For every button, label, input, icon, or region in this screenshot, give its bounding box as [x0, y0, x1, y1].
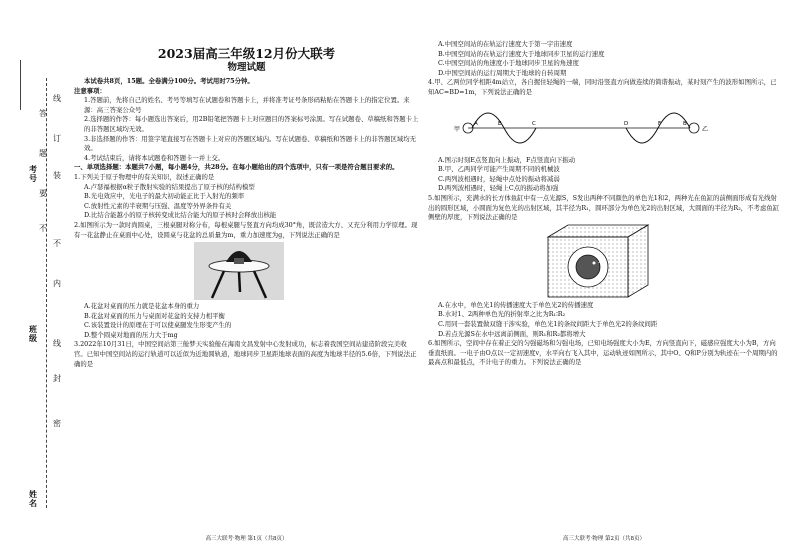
label-exam-number: 考号: [29, 164, 37, 183]
q3-option-a: A.中国空间站的在轨运行速度大于第一宇宙速度: [438, 40, 573, 48]
q2-option-d: D.整个圆桌对地面的压力大于mg: [84, 330, 178, 339]
note-answer: 答: [39, 109, 47, 118]
q2-option-a: A.花盆对桌面的压力就是花盆本身的重力: [84, 302, 200, 311]
marker-inside: 内: [53, 279, 61, 288]
q1-option-d: D.比结合能越小的原子核转变成比结合能大的原子核时会释放出核能: [84, 211, 277, 220]
marker-line-2: 线: [53, 339, 61, 348]
q4-figure: [428, 98, 780, 156]
note-not: 不: [39, 224, 47, 233]
q4-stem: 4.甲、乙两位同学相距4m站立，各自握住轻绳的一端，同时沿竖直方向做连续的简谐振动，某时刻产生的波形如图所示，已知AC=BD=1m，下列说法正确的是: [428, 78, 777, 96]
fig-point-b: B: [683, 120, 687, 127]
fig-point-f: F: [658, 120, 662, 127]
marker-not: 不: [53, 239, 61, 248]
q3-option-b: B.中国空间站的在轨运行速度大于地球同步卫星的运行速度: [438, 49, 605, 58]
notice-1: 1.答题前，先将自己的姓名、考号等填写在试题卷和答题卡上，并将准考证号条形码粘贴在答题卡上的指定位置。来源：高三答案公众号: [84, 96, 410, 114]
notice-3: 3.非选择题的作答：用签字笔直接写在答题卡上对应的答题区域内。写在试题卷、草稿纸和答题卡上的非答题区域均无效。: [84, 134, 417, 153]
fig-point-a: A: [474, 120, 478, 127]
person-right-icon: [689, 123, 699, 133]
marker-line: 线: [53, 94, 61, 103]
q2-option-b: B.花盆对桌面的压力与桌面对花盆的支持力相平衡: [84, 311, 225, 320]
fish-tank-diagram: [428, 223, 780, 301]
q2-figure: [74, 240, 419, 302]
q2-stem: 2.如图所示为一款时尚圆桌，三根桌腿对称分布，每根桌腿与竖直方向均成30°角，既营造大方、又充分利用力学原理。现有一花盆静止在桌面中心处，设圆桌与花盆的总质量为m，重力加速度为g，下列说法正确的是: [74, 220, 418, 239]
q4-option-b: B.甲、乙两同学可能产生周期不同的机械波: [438, 165, 560, 174]
footer-right: 高三大联考·物理 第2页（共8页）: [563, 536, 645, 543]
page-left: [74, 0, 419, 551]
notice-title: 注意事项：: [74, 86, 106, 95]
q1-option-b: B.光电效应中，光电子的最大初动能正比于入射光的频率: [84, 192, 245, 201]
q5-option-d: D.若点光源S在水中远离前侧面，则R₁和R₂都将增大: [438, 329, 586, 338]
rope-wave-diagram: [428, 98, 780, 156]
q3-option-d: D.中国空间站的运行周期大于地球的自转周期: [438, 68, 567, 77]
exam-title: 2023届高三年级12月份大联考: [157, 46, 336, 61]
q5-option-c: C.用同一套装置做双缝干涉实验，单色光1的条纹间距大于单色光2的条纹间距: [438, 319, 658, 328]
q3-option-c: C.中国空间站的角速度小于地球同步卫星的角速度: [438, 59, 579, 68]
binding-strip: [0, 0, 60, 551]
q4-option-a: A.图示时刻E点竖直向上振动，F点竖直向下振动: [438, 155, 576, 164]
fig-point-d: D: [624, 120, 629, 127]
q1-stem: 1.下列关于原子物理中的有关知识，叙述正确的是: [74, 172, 215, 181]
q5-stem: 5.如图所示，充满水的长方体鱼缸中有一点光源S，S发出两种不同颜色的单色光1和2，两种光在鱼缸的前侧面形成有光线射出的圆形区域，小圆面为复色光的出射区域，其半径为R₁，圆环部分为单色光2的出射区域，大圆面的半径为R₂，不考虑鱼缸侧壁的厚度，下列说法正确的是: [428, 193, 780, 222]
q6-stem: 6.如图所示，空间中存在着正交的匀强磁场和匀强电场，已知电场强度大小为E，方向竖直向下，磁感应强度大小为B，方向垂直纸面。一电子由O点以一定初速度v，水平向右飞入其中，运动轨迹如图所示，其中O、Q和P分别为轨迹在一个周期内的最高点和最低点，不计电子的重力。下列说法正确的是: [428, 339, 778, 367]
section-1-header: 一、单项选择题：本题共7小题，每小题4分，共28分。在每小题给出的四个选项中，只有一项是符合题目要求的。: [74, 163, 399, 172]
exam-subtitle: 物理试题: [227, 62, 266, 73]
footer-left: 高三大联考·物理 第1页（共8页）: [205, 536, 288, 543]
note-question: 题: [39, 149, 47, 158]
marker-secret: 密: [53, 419, 61, 428]
q4-option-c: C.两列波相遇时，轻绳中点处的振动将减弱: [438, 174, 560, 183]
label-name: 姓名: [29, 489, 37, 508]
note-must: 要: [39, 189, 47, 198]
fig-label-left: 甲: [454, 125, 461, 133]
q4-option-d: D.两列波相遇时，轻绳上C点的振动将加强: [438, 184, 559, 193]
fig-point-e: E: [498, 120, 502, 127]
q5-option-a: A.在水中，单色光1的传播速度大于单色光2的传播速度: [438, 300, 594, 309]
marker-pack: 装: [53, 171, 61, 180]
marker-seal: 封: [53, 374, 61, 383]
q1-option-a: A.卢瑟福根据α粒子散射实验的结果提出了原子核的结构模型: [84, 182, 255, 191]
page-right: [428, 0, 780, 551]
q3-stem: 3.2022年10月31日，中国空间站第三舱梦天实验舱在海南文昌发射中心发射成功，标志着我国空间站建造阶段完美收官。已知中国空间站的运行轨道可以近似为近地圆轨道，地球同步卫星距地球表面的高度为地球半径的5.6倍，下列说法正确的是: [74, 340, 417, 368]
fig-point-c: C: [532, 120, 536, 127]
binding-dashed-line: [46, 78, 47, 508]
small-circle: [576, 255, 600, 279]
notice-2: 2.选择题的作答：每小题选出答案后，用2B铅笔把答题卡上对应题目的答案标号涂黑。写在试题卷、草稿纸和答题卡上的非答题区域均无效。: [84, 115, 419, 133]
q2-option-c: C.该装置设计的原理在于可以使桌腿发生形变产生的: [84, 321, 232, 330]
fig-label-right: 乙: [702, 125, 709, 133]
q5-figure: [428, 223, 780, 301]
name-underline: [20, 60, 21, 110]
fig-label-s: S: [598, 257, 602, 265]
marker-order: 订: [53, 134, 61, 143]
exam-intro: 本试卷共8页，15题。全卷满分100分。考试用时75分钟。: [84, 77, 254, 85]
q5-option-b: B.水对1、2两种单色光的折射率之比为R₁∶R₂: [438, 310, 566, 319]
notice-4: 4.考试结束后，请将本试题卷和答题卡一并上交。: [84, 153, 225, 162]
q1-option-c: C.放射性元素的半衰期与压强、温度等外界条件有关: [84, 201, 232, 210]
round-table-image: [74, 240, 419, 302]
label-class: 班级: [29, 324, 37, 343]
